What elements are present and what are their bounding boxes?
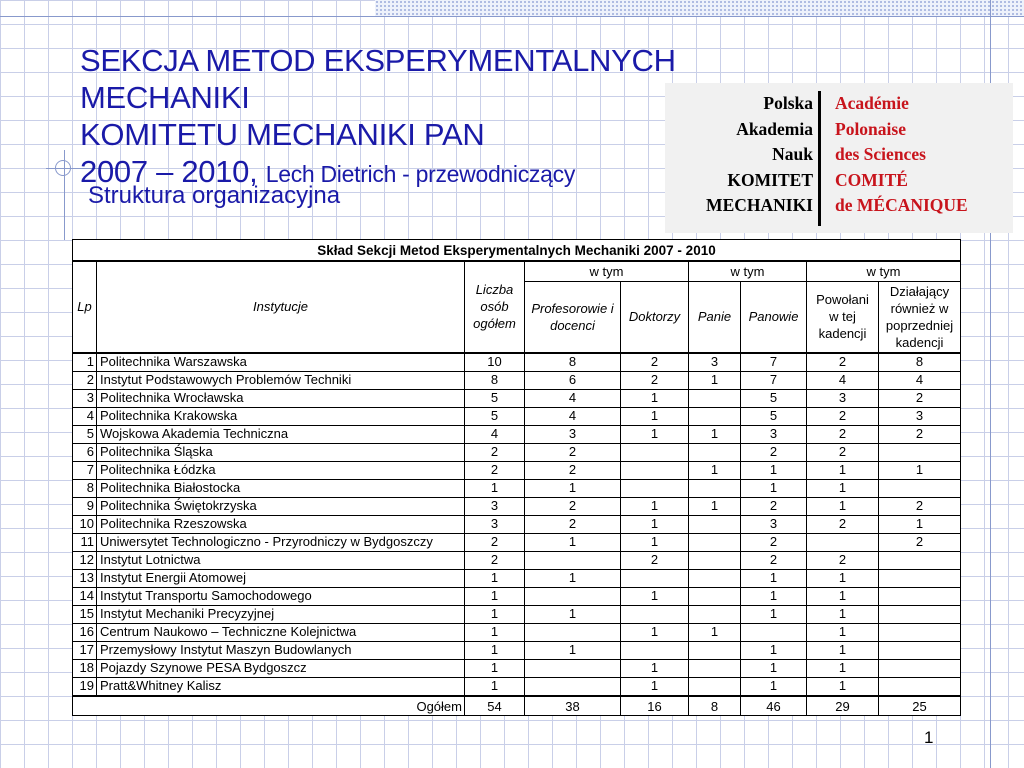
count-cell: 3 xyxy=(741,425,807,443)
table-body xyxy=(73,353,961,697)
count-cell: 1 xyxy=(465,587,525,605)
slide-title xyxy=(80,42,680,193)
count-cell: 1 xyxy=(621,389,689,407)
header-dzialajacy: Działający również w poprzedniej kadencji xyxy=(879,281,961,353)
table-row xyxy=(73,677,961,696)
total-cell: 54 xyxy=(465,696,525,716)
count-cell: 3 xyxy=(465,515,525,533)
institution-name: Politechnika Świętokrzyska xyxy=(97,497,465,515)
total-cell: 16 xyxy=(621,696,689,716)
table-row xyxy=(73,461,961,479)
count-cell: 2 xyxy=(621,551,689,569)
count-cell xyxy=(741,623,807,641)
count-cell: 1 xyxy=(689,371,741,389)
count-cell: 3 xyxy=(689,353,741,372)
count-cell xyxy=(621,641,689,659)
corner-decoration xyxy=(375,0,1024,16)
count-cell: 4 xyxy=(879,371,961,389)
count-cell: 2 xyxy=(465,533,525,551)
count-cell xyxy=(621,443,689,461)
count-cell: 2 xyxy=(807,407,879,425)
count-cell: 1 xyxy=(621,515,689,533)
count-cell xyxy=(879,677,961,696)
count-cell: 4 xyxy=(465,425,525,443)
count-cell: 1 xyxy=(689,623,741,641)
count-cell: 1 xyxy=(465,677,525,696)
count-cell: 1 xyxy=(621,497,689,515)
count-cell: 2 xyxy=(879,497,961,515)
row-number: 18 xyxy=(73,659,97,677)
row-number: 19 xyxy=(73,677,97,696)
count-cell xyxy=(879,479,961,497)
circle-ornament xyxy=(55,160,71,176)
row-number: 14 xyxy=(73,587,97,605)
count-cell: 1 xyxy=(621,587,689,605)
header-wtym-1: w tym xyxy=(525,261,689,281)
institution-name: Politechnika Warszawska xyxy=(97,353,465,372)
table-row xyxy=(73,569,961,587)
count-cell: 1 xyxy=(741,605,807,623)
count-cell xyxy=(525,551,621,569)
count-cell: 2 xyxy=(879,425,961,443)
count-cell: 2 xyxy=(807,443,879,461)
header-powolani: Powołani w tej kadencji xyxy=(807,281,879,353)
count-cell: 1 xyxy=(465,641,525,659)
count-cell: 1 xyxy=(465,479,525,497)
total-cell: 25 xyxy=(879,696,961,716)
count-cell xyxy=(525,659,621,677)
count-cell: 1 xyxy=(621,659,689,677)
page-number: 1 xyxy=(924,728,934,747)
header-dokt: Doktorzy xyxy=(621,281,689,353)
table-row xyxy=(73,353,961,372)
count-cell xyxy=(807,533,879,551)
count-cell xyxy=(689,641,741,659)
institution-name: Politechnika Łódzka xyxy=(97,461,465,479)
table-row xyxy=(73,533,961,551)
table-caption: Skład Sekcji Metod Eksperymentalnych Mechaniki 2007 - 2010 xyxy=(73,240,961,262)
count-cell: 1 xyxy=(621,425,689,443)
count-cell xyxy=(621,569,689,587)
count-cell xyxy=(879,659,961,677)
table-row xyxy=(73,587,961,605)
section-table xyxy=(72,239,961,716)
table-row xyxy=(73,407,961,425)
table-row xyxy=(73,389,961,407)
count-cell: 4 xyxy=(525,407,621,425)
count-cell xyxy=(689,587,741,605)
institution-name: Centrum Naukowo – Techniczne Kolejnictwa xyxy=(97,623,465,641)
count-cell: 2 xyxy=(465,551,525,569)
institution-name: Uniwersytet Technologiczno - Przyrodniczy w Bydgoszczy xyxy=(97,533,465,551)
count-cell: 1 xyxy=(741,659,807,677)
logo-divider xyxy=(818,91,821,226)
slide-subtitle: Struktura organizacyjna xyxy=(88,182,341,209)
count-cell: 3 xyxy=(879,407,961,425)
count-cell: 2 xyxy=(741,533,807,551)
count-cell: 1 xyxy=(807,497,879,515)
logo-french-text: Académie Polonaise des Sciences COMITÉ de MÉCANIQUE xyxy=(835,93,968,215)
title-chair: Lech Dietrich - przewodniczący xyxy=(265,161,576,187)
table-row xyxy=(73,605,961,623)
count-cell: 2 xyxy=(879,389,961,407)
count-cell: 1 xyxy=(465,569,525,587)
row-number: 15 xyxy=(73,605,97,623)
count-cell: 1 xyxy=(525,641,621,659)
row-number: 5 xyxy=(73,425,97,443)
count-cell: 7 xyxy=(741,371,807,389)
count-cell: 1 xyxy=(689,425,741,443)
header-wtym-3: w tym xyxy=(807,261,961,281)
total-cell: 8 xyxy=(689,696,741,716)
count-cell xyxy=(621,479,689,497)
count-cell: 6 xyxy=(525,371,621,389)
row-number: 13 xyxy=(73,569,97,587)
count-cell xyxy=(879,605,961,623)
count-cell: 1 xyxy=(807,587,879,605)
count-cell: 1 xyxy=(465,605,525,623)
total-cell: 46 xyxy=(741,696,807,716)
count-cell: 1 xyxy=(807,569,879,587)
count-cell: 5 xyxy=(741,407,807,425)
section-table-container xyxy=(72,239,960,716)
institution-name: Pojazdy Szynowe PESA Bydgoszcz xyxy=(97,659,465,677)
count-cell: 8 xyxy=(525,353,621,372)
count-cell: 1 xyxy=(689,461,741,479)
count-cell: 2 xyxy=(807,353,879,372)
table-total-row xyxy=(73,696,961,716)
count-cell xyxy=(879,623,961,641)
count-cell: 1 xyxy=(807,677,879,696)
row-number: 1 xyxy=(73,353,97,372)
total-label: Ogółem xyxy=(73,696,465,716)
count-cell xyxy=(689,407,741,425)
count-cell xyxy=(689,479,741,497)
row-number: 8 xyxy=(73,479,97,497)
table-row xyxy=(73,515,961,533)
count-cell: 1 xyxy=(879,515,961,533)
count-cell: 5 xyxy=(465,407,525,425)
row-number: 12 xyxy=(73,551,97,569)
count-cell: 1 xyxy=(741,479,807,497)
row-number: 11 xyxy=(73,533,97,551)
count-cell: 1 xyxy=(741,677,807,696)
pan-logo xyxy=(665,83,1013,233)
header-panie: Panie xyxy=(689,281,741,353)
count-cell xyxy=(525,677,621,696)
total-cell: 38 xyxy=(525,696,621,716)
count-cell xyxy=(689,443,741,461)
count-cell: 1 xyxy=(807,605,879,623)
count-cell xyxy=(689,605,741,623)
count-cell: 4 xyxy=(807,371,879,389)
header-lp: Lp xyxy=(73,261,97,353)
count-cell: 1 xyxy=(621,623,689,641)
count-cell: 1 xyxy=(741,587,807,605)
logo-polish-text: Polska Akademia Nauk KOMITET MECHANIKI xyxy=(706,93,813,215)
count-cell xyxy=(621,605,689,623)
count-cell: 3 xyxy=(807,389,879,407)
count-cell: 1 xyxy=(621,407,689,425)
institution-name: Politechnika Śląska xyxy=(97,443,465,461)
table-row xyxy=(73,425,961,443)
count-cell xyxy=(689,515,741,533)
table-row xyxy=(73,623,961,641)
row-number: 7 xyxy=(73,461,97,479)
header-instytucje: Instytucje xyxy=(97,261,465,353)
count-cell: 1 xyxy=(879,461,961,479)
table-row xyxy=(73,371,961,389)
count-cell xyxy=(525,587,621,605)
count-cell: 1 xyxy=(525,569,621,587)
row-number: 16 xyxy=(73,623,97,641)
count-cell xyxy=(879,641,961,659)
count-cell: 8 xyxy=(465,371,525,389)
count-cell: 1 xyxy=(689,497,741,515)
row-number: 4 xyxy=(73,407,97,425)
count-cell xyxy=(621,461,689,479)
count-cell: 1 xyxy=(807,641,879,659)
count-cell: 1 xyxy=(807,659,879,677)
row-number: 2 xyxy=(73,371,97,389)
table-row xyxy=(73,659,961,677)
total-cell: 29 xyxy=(807,696,879,716)
table-row xyxy=(73,551,961,569)
count-cell: 1 xyxy=(741,641,807,659)
count-cell: 2 xyxy=(621,371,689,389)
row-number: 3 xyxy=(73,389,97,407)
count-cell xyxy=(879,551,961,569)
table-row xyxy=(73,479,961,497)
count-cell: 1 xyxy=(807,623,879,641)
count-cell: 2 xyxy=(621,353,689,372)
count-cell: 1 xyxy=(465,623,525,641)
count-cell: 2 xyxy=(465,443,525,461)
header-liczba: Liczba osób ogółem xyxy=(465,261,525,353)
institution-name: Politechnika Rzeszowska xyxy=(97,515,465,533)
count-cell: 2 xyxy=(465,461,525,479)
count-cell: 3 xyxy=(741,515,807,533)
count-cell xyxy=(879,443,961,461)
count-cell: 2 xyxy=(807,515,879,533)
count-cell: 2 xyxy=(741,497,807,515)
count-cell: 2 xyxy=(525,497,621,515)
institution-name: Instytut Energii Atomowej xyxy=(97,569,465,587)
count-cell: 2 xyxy=(807,551,879,569)
count-cell: 2 xyxy=(525,443,621,461)
institution-name: Instytut Podstawowych Problemów Techniki xyxy=(97,371,465,389)
count-cell xyxy=(689,659,741,677)
count-cell: 1 xyxy=(741,569,807,587)
count-cell: 2 xyxy=(525,461,621,479)
count-cell: 3 xyxy=(465,497,525,515)
institution-name: Przemysłowy Instytut Maszyn Budowlanych xyxy=(97,641,465,659)
title-line-2: KOMITETU MECHANIKI PAN xyxy=(80,117,485,152)
count-cell: 2 xyxy=(879,533,961,551)
count-cell: 2 xyxy=(525,515,621,533)
title-line-1: SEKCJA METOD EKSPERYMENTALNYCH MECHANIKI xyxy=(80,43,676,115)
count-cell xyxy=(689,569,741,587)
institution-name: Instytut Mechaniki Precyzyjnej xyxy=(97,605,465,623)
top-rule xyxy=(0,16,1024,17)
count-cell: 7 xyxy=(741,353,807,372)
count-cell: 1 xyxy=(525,533,621,551)
institution-name: Politechnika Wrocławska xyxy=(97,389,465,407)
row-number: 10 xyxy=(73,515,97,533)
count-cell xyxy=(689,551,741,569)
row-number: 17 xyxy=(73,641,97,659)
count-cell: 3 xyxy=(525,425,621,443)
count-cell: 1 xyxy=(621,533,689,551)
header-panowie: Panowie xyxy=(741,281,807,353)
row-number: 6 xyxy=(73,443,97,461)
count-cell: 2 xyxy=(741,551,807,569)
count-cell xyxy=(689,389,741,407)
table-row xyxy=(73,443,961,461)
count-cell xyxy=(689,677,741,696)
count-cell: 4 xyxy=(525,389,621,407)
count-cell: 5 xyxy=(741,389,807,407)
title-years: 2007 – 2010, xyxy=(80,154,258,189)
institution-name: Politechnika Białostocka xyxy=(97,479,465,497)
count-cell xyxy=(689,533,741,551)
count-cell: 1 xyxy=(525,605,621,623)
count-cell: 1 xyxy=(807,461,879,479)
table-row xyxy=(73,641,961,659)
count-cell: 10 xyxy=(465,353,525,372)
institution-name: Instytut Lotnictwa xyxy=(97,551,465,569)
count-cell xyxy=(879,569,961,587)
count-cell: 8 xyxy=(879,353,961,372)
row-number: 9 xyxy=(73,497,97,515)
institution-name: Pratt&Whitney Kalisz xyxy=(97,677,465,696)
institution-name: Politechnika Krakowska xyxy=(97,407,465,425)
header-prof: Profesorowie i docenci xyxy=(525,281,621,353)
count-cell: 1 xyxy=(741,461,807,479)
count-cell: 5 xyxy=(465,389,525,407)
count-cell: 2 xyxy=(741,443,807,461)
count-cell: 1 xyxy=(525,479,621,497)
count-cell: 1 xyxy=(807,479,879,497)
count-cell: 1 xyxy=(465,659,525,677)
institution-name: Wojskowa Akademia Techniczna xyxy=(97,425,465,443)
header-wtym-2: w tym xyxy=(689,261,807,281)
institution-name: Instytut Transportu Samochodowego xyxy=(97,587,465,605)
count-cell xyxy=(879,587,961,605)
count-cell: 1 xyxy=(621,677,689,696)
count-cell xyxy=(525,623,621,641)
count-cell: 2 xyxy=(807,425,879,443)
table-row xyxy=(73,497,961,515)
